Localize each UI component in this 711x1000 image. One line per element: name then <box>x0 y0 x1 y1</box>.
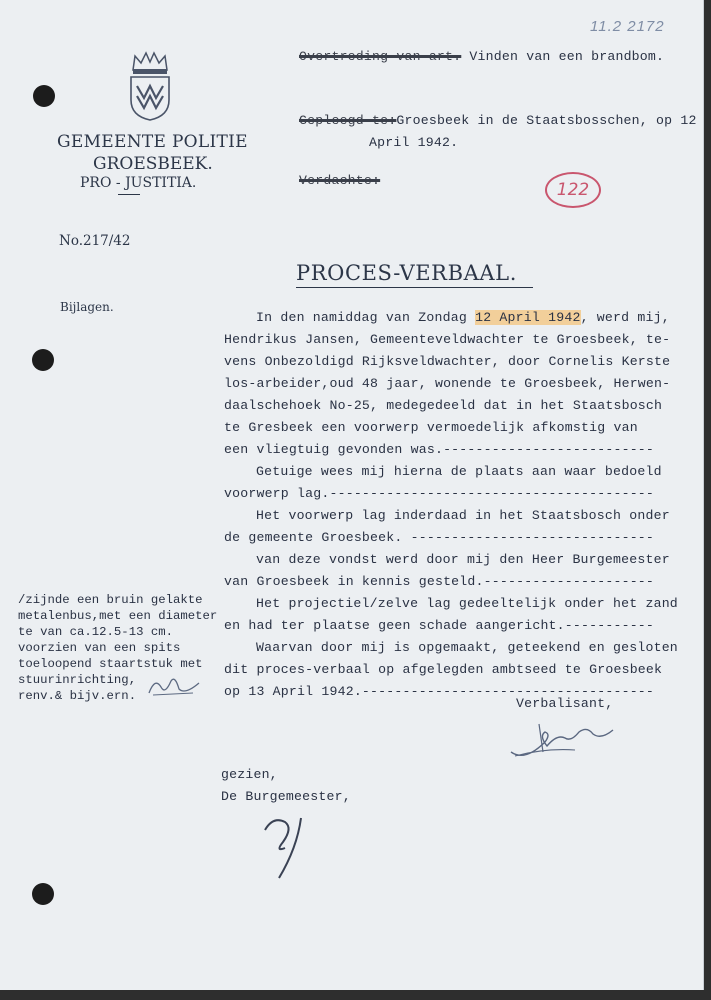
org-underline <box>118 194 140 195</box>
body-line: voorwerp lag.---------------------------------------- <box>224 486 655 501</box>
subject-field <box>299 49 664 64</box>
seen-label: gezien, <box>221 767 278 782</box>
margin-note-line: toeloopend staartstuk met <box>18 657 203 671</box>
mayor-label: De Burgemeester, <box>221 789 351 804</box>
body-line: Het voorwerp lag inderdaad in het Staatsbosch onder <box>256 508 670 523</box>
margin-note-line: metalenbus,met een diameter <box>18 609 218 623</box>
verbalisant-label: Verbalisant, <box>516 696 614 711</box>
subject-value: Vinden van een brandbom. <box>469 49 665 64</box>
body-line: van deze vondst werd door mij den Heer Burgemeester <box>256 552 670 567</box>
place-value-line2: April 1942. <box>369 135 459 150</box>
attachments-label: Bijlagen. <box>60 300 114 314</box>
body-line: Het projectiel/zelve lag gedeeltelijk onder het zand <box>256 596 678 611</box>
margin-note-line: /zijnde een bruin gelakte <box>18 593 203 607</box>
body-line: van Groesbeek in kennis gesteld.--------------------- <box>224 574 655 589</box>
body-line: de gemeente Groesbeek. ------------------------------ <box>224 530 655 545</box>
mayor-signature <box>255 808 325 888</box>
body-line: op 13 April 1942.------------------------------------ <box>224 684 655 699</box>
body-line: en had ter plaatse geen schade aangericht.----------- <box>224 618 655 633</box>
margin-note-line: renv.& bijv.ern. <box>18 689 137 703</box>
punch-hole <box>33 85 55 107</box>
body-line: In den namiddag van Zondag 12 April 1942, werd mij, <box>256 310 670 325</box>
body-line: daalschehoek No-25, medegedeeld dat in het Staatsbosch <box>224 398 663 413</box>
coat-of-arms-icon <box>127 50 173 122</box>
body-line: een vliegtuig gevonden was.-------------------------- <box>224 442 655 457</box>
archive-number-stamp: 122 <box>545 172 601 208</box>
title-underline <box>296 287 533 288</box>
org-motto: PRO - JUSTITIA. <box>80 175 197 191</box>
subject-label: Overtreding van art. <box>299 49 462 64</box>
archive-reference: 11.2 2172 <box>590 18 665 35</box>
margin-note-line: voorzien van een spits <box>18 641 181 655</box>
suspect-label: Verdachte: <box>299 173 381 188</box>
document-title: PROCES-VERBAAL. <box>296 261 517 285</box>
body-line: los-arbeider,oud 48 jaar, wonende te Groesbeek, Herwen- <box>224 376 671 391</box>
body-line: Hendrikus Jansen, Gemeenteveldwachter te Groesbeek, te- <box>224 332 671 347</box>
margin-initials-signature <box>145 673 203 699</box>
place-field <box>299 113 697 128</box>
punch-hole <box>32 883 54 905</box>
body-line: Waarvan door mij is opgemaakt, geteekend en gesloten <box>256 640 678 655</box>
place-label: Gepleegd te: <box>299 113 397 128</box>
body-line: dit proces-verbaal op afgelegden ambtseed te Groesbeek <box>224 662 663 677</box>
body-line: Getuige wees mij hierna de plaats aan waar bedoeld <box>256 464 662 479</box>
punch-hole <box>32 349 54 371</box>
body-line: te Gresbeek een voorwerp vermoedelijk afkomstig van <box>224 420 638 435</box>
highlighted-date: 12 April 1942 <box>475 310 581 325</box>
officer-signature <box>505 712 620 764</box>
org-name: GEMEENTE POLITIE <box>57 132 248 152</box>
place-value-line1: Groesbeek in de Staatsbosschen, op 12 <box>396 113 697 128</box>
org-place: GROESBEEK. <box>93 154 213 174</box>
margin-note-line: te van ca.12.5-13 cm. <box>18 625 173 639</box>
body-line: vens Onbezoldigd Rijksveldwachter, door Cornelis Kerste <box>224 354 671 369</box>
margin-note-line: stuurinrichting, <box>18 673 137 687</box>
case-number: No.217/42 <box>59 233 131 249</box>
